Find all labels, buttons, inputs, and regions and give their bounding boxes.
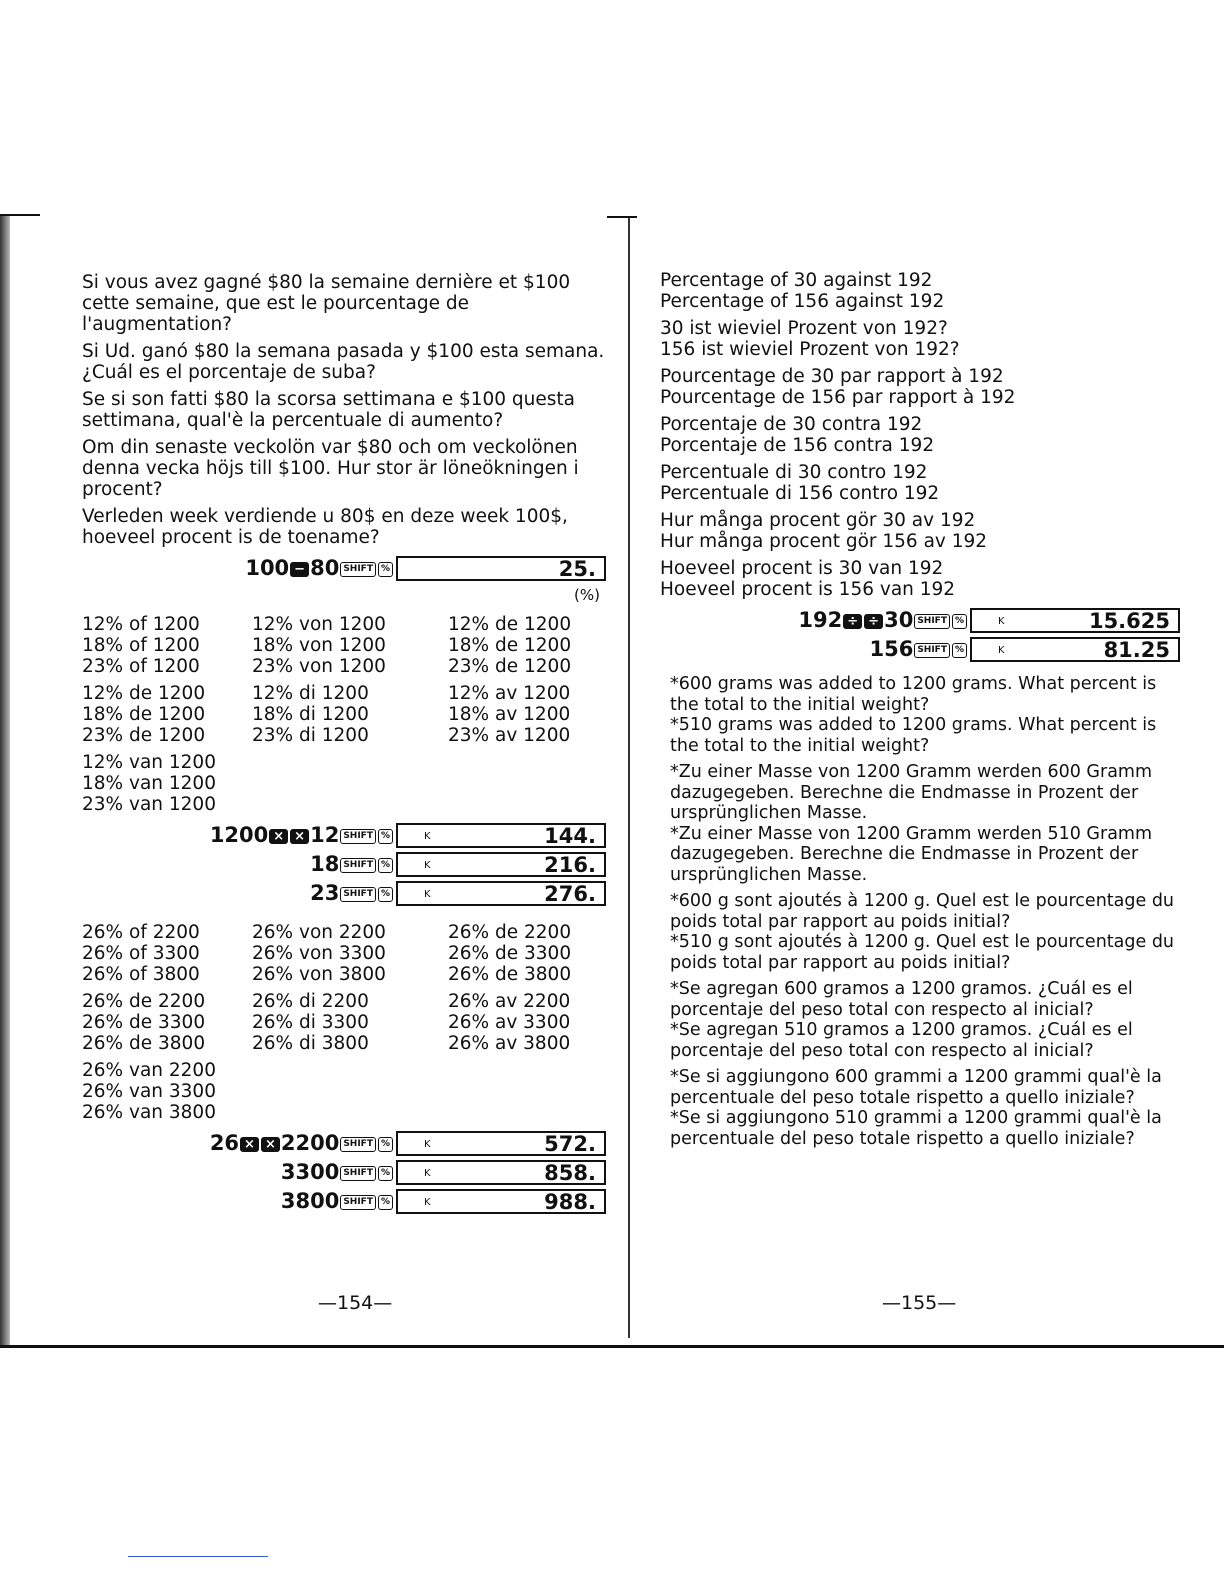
key-sequence — [82, 883, 396, 904]
shift-key-icon: SHIFT — [340, 1137, 376, 1152]
line: Percentage of 156 against 192 — [660, 291, 945, 312]
calc-row — [82, 1187, 610, 1216]
shift-key-icon: SHIFT — [340, 887, 376, 902]
question-pair-spanish — [660, 414, 1184, 456]
shift-key-icon: SHIFT — [340, 562, 376, 577]
number-b: 18 — [310, 852, 340, 876]
unit-label: (%) — [574, 586, 600, 604]
number-b: 3800 — [280, 1189, 340, 1213]
shift-key-icon: SHIFT — [914, 614, 950, 629]
calculator-display — [396, 881, 606, 906]
list-item: 23% av 1200 — [448, 725, 571, 746]
problem-spanish — [660, 979, 1184, 1061]
constant-indicator: K — [998, 645, 1005, 656]
list-item: 12% de 1200 — [82, 683, 206, 704]
shift-key-icon: SHIFT — [340, 858, 376, 873]
left-page — [82, 272, 610, 1216]
shift-key-icon: SHIFT — [340, 829, 376, 844]
calculator-display — [396, 1189, 606, 1214]
percent-key-icon: % — [378, 829, 393, 844]
list-item: 26% von 3300 — [252, 943, 386, 964]
percent-key-icon: % — [378, 1195, 393, 1210]
book-spine-shadow — [0, 216, 10, 1346]
question: *Se agregan 600 gramos a 1200 gramos. ¿Cuál es el porcentaje del peso total con respecto al inicial? — [670, 979, 1133, 1020]
percent-list-2c — [82, 1060, 610, 1123]
question-pair-italian — [660, 462, 1184, 504]
list-item: 26% van 3300 — [82, 1081, 216, 1102]
line: Percentuale di 156 contro 192 — [660, 483, 940, 504]
line: Percentuale di 30 contro 192 — [660, 462, 928, 483]
number-b: 2200 — [280, 1131, 340, 1155]
line: Hoeveel procent is 30 van 192 — [660, 558, 944, 579]
constant-indicator: K — [424, 860, 431, 871]
center-tick — [607, 216, 637, 218]
percent-key-icon: % — [378, 887, 393, 902]
list-item: 12% of 1200 — [82, 614, 200, 635]
times-key-icon: × — [290, 829, 309, 844]
line: Percentage of 30 against 192 — [660, 270, 933, 291]
line: Pourcentage de 30 par rapport à 192 — [660, 366, 1004, 387]
page-number-left: —154— — [318, 1292, 393, 1314]
line: 156 ist wieviel Prozent von 192? — [660, 339, 960, 360]
question: *Se agregan 510 gramos a 1200 gramos. ¿Cuál es el porcentaje del peso total con respecto al inicial? — [670, 1020, 1133, 1061]
display-result: 25. — [558, 557, 596, 581]
display-result: 81.25 — [1103, 638, 1170, 662]
divide-key-icon: ÷ — [843, 614, 862, 629]
percent-list-1b — [82, 683, 610, 746]
display-result: 276. — [544, 882, 596, 906]
divide-key-icon: ÷ — [864, 614, 883, 629]
number-b: 80 — [310, 556, 340, 580]
list-item: 26% van 3800 — [82, 1102, 216, 1123]
list-item: 18% van 1200 — [82, 773, 216, 794]
percent-key-icon: % — [952, 614, 967, 629]
calc-row — [82, 879, 610, 908]
line: Hur många procent gör 156 av 192 — [660, 531, 988, 552]
question: *Se si aggiungono 510 grammi a 1200 grammi qual'è la percentuale del peso totale rispetto a quello iniziale? — [670, 1108, 1162, 1149]
list-item: 26% de 3300 — [82, 1012, 206, 1033]
display-result: 988. — [544, 1190, 596, 1214]
list-item: 18% de 1200 — [448, 635, 572, 656]
constant-indicator: K — [424, 1197, 431, 1208]
list-item: 12% van 1200 — [82, 752, 216, 773]
list-item: 12% de 1200 — [448, 614, 572, 635]
calc-example-right — [660, 606, 1184, 664]
constant-indicator: K — [998, 616, 1005, 627]
display-result: 858. — [544, 1161, 596, 1185]
list-item: 23% de 1200 — [82, 725, 206, 746]
list-item: 26% av 2200 — [448, 991, 571, 1012]
times-key-icon: × — [240, 1137, 259, 1152]
constant-indicator: K — [424, 1168, 431, 1179]
list-item: 18% of 1200 — [82, 635, 200, 656]
page-gutter-line — [628, 218, 630, 1338]
list-item: 23% van 1200 — [82, 794, 216, 815]
question-pair-english — [660, 270, 1184, 312]
key-sequence — [82, 1191, 396, 1212]
problem-german — [660, 762, 1184, 885]
shift-key-icon: SHIFT — [340, 1195, 376, 1210]
percent-key-icon: % — [378, 562, 393, 577]
key-sequence — [82, 825, 396, 846]
page-number-right: —155— — [882, 1292, 957, 1314]
list-item: 12% av 1200 — [448, 683, 571, 704]
calc-row — [82, 1158, 610, 1187]
shift-key-icon: SHIFT — [340, 1166, 376, 1181]
calc-row — [82, 1129, 610, 1158]
number-b: 12 — [310, 823, 340, 847]
calc-example-1 — [82, 554, 610, 583]
calculator-display — [970, 637, 1180, 662]
question: *510 g sont ajoutés à 1200 g. Quel est le pourcentage du poids total par rapport au poids initial? — [670, 932, 1175, 973]
question-pair-dutch — [660, 558, 1184, 600]
list-item: 18% av 1200 — [448, 704, 571, 725]
problem-french — [660, 891, 1184, 973]
question-pair-swedish — [660, 510, 1184, 552]
list-item: 26% of 3300 — [82, 943, 200, 964]
list-item: 18% de 1200 — [82, 704, 206, 725]
line: Porcentaje de 156 contra 192 — [660, 435, 935, 456]
question: *600 grams was added to 1200 grams. What percent is the total to the initial weight? — [670, 674, 1157, 715]
question: *Zu einer Masse von 1200 Gramm werden 600 Gramm dazugegeben. Berechne die Endmasse in Prozent der ursprünglichen Masse. — [670, 762, 1153, 823]
paragraph-spanish: Si Ud. ganó $80 la semana pasada y $100 esta semana. ¿Cuál es el porcentaje de suba? — [82, 341, 605, 383]
line: 30 ist wieviel Prozent von 192? — [660, 318, 948, 339]
number-b: 30 — [884, 608, 914, 632]
key-sequence — [82, 1162, 396, 1183]
list-item: 23% of 1200 — [82, 656, 200, 677]
bottom-blue-line — [128, 1556, 268, 1557]
percent-list-2a — [82, 922, 610, 985]
list-item: 26% di 3800 — [252, 1033, 369, 1054]
calc-example-2 — [82, 821, 610, 908]
question-pair-french — [660, 366, 1184, 408]
list-item: 18% von 1200 — [252, 635, 386, 656]
percent-list-1c — [82, 752, 610, 815]
percent-key-icon: % — [952, 643, 967, 658]
list-item: 26% di 3300 — [252, 1012, 369, 1033]
list-item: 26% of 3800 — [82, 964, 200, 985]
key-sequence — [82, 558, 396, 579]
percent-list-1a — [82, 614, 610, 677]
calculator-display — [396, 823, 606, 848]
list-item: 12% di 1200 — [252, 683, 369, 704]
number-b: 3300 — [280, 1160, 340, 1184]
list-item: 26% van 2200 — [82, 1060, 216, 1081]
calc-row — [660, 606, 1184, 635]
line: Porcentaje de 30 contra 192 — [660, 414, 923, 435]
list-item: 26% av 3300 — [448, 1012, 571, 1033]
list-item: 26% von 2200 — [252, 922, 386, 943]
paragraph-dutch: Verleden week verdiende u 80$ en deze week 100$, hoeveel procent is de toename? — [82, 506, 568, 548]
bottom-rule — [0, 1345, 1224, 1348]
number-a: 1200 — [209, 823, 269, 847]
key-sequence — [82, 1133, 396, 1154]
display-result: 572. — [544, 1132, 596, 1156]
times-key-icon: × — [269, 829, 288, 844]
shift-key-icon: SHIFT — [914, 643, 950, 658]
calc-row — [82, 850, 610, 879]
percent-key-icon: % — [378, 1137, 393, 1152]
number-a: 100 — [245, 556, 290, 580]
paragraph-swedish: Om din senaste veckolön var $80 och om veckolönen denna vecka höjs till $100. Hur stor är löneökningen i procent? — [82, 437, 579, 500]
number-b: 156 — [869, 637, 914, 661]
list-item: 26% de 3800 — [448, 964, 572, 985]
percent-key-icon: % — [378, 858, 393, 873]
minus-key-icon: − — [290, 562, 309, 577]
constant-indicator: K — [424, 831, 431, 842]
key-sequence — [660, 610, 970, 631]
list-item: 23% von 1200 — [252, 656, 386, 677]
key-sequence — [660, 639, 970, 660]
display-result: 216. — [544, 853, 596, 877]
calculator-display — [396, 1131, 606, 1156]
line: Pourcentage de 156 par rapport à 192 — [660, 387, 1016, 408]
display-result: 15.625 — [1088, 609, 1170, 633]
list-item: 23% di 1200 — [252, 725, 369, 746]
list-item: 23% de 1200 — [448, 656, 572, 677]
list-item: 26% von 3800 — [252, 964, 386, 985]
question: *Se si aggiungono 600 grammi a 1200 grammi qual'è la percentuale del peso totale rispetto a quello iniziale? — [670, 1067, 1162, 1108]
calculator-display — [396, 1160, 606, 1185]
line: Hoeveel procent is 156 van 192 — [660, 579, 956, 600]
list-item: 26% de 3800 — [82, 1033, 206, 1054]
list-item: 26% av 3800 — [448, 1033, 571, 1054]
calc-example-3 — [82, 1129, 610, 1216]
calculator-display — [396, 556, 606, 581]
paragraph-italian: Se si son fatti $80 la scorsa settimana e $100 questa settimana, qual'è la percentuale di aumento? — [82, 389, 576, 431]
list-item: 26% de 2200 — [448, 922, 572, 943]
list-item: 26% di 2200 — [252, 991, 369, 1012]
list-item: 26% de 3300 — [448, 943, 572, 964]
key-sequence — [82, 854, 396, 875]
number-b: 23 — [310, 881, 340, 905]
left-corner-rule — [0, 214, 40, 216]
constant-indicator: K — [424, 889, 431, 900]
paragraph-french: Si vous avez gagné $80 la semaine dernière et $100 cette semaine, que est le pourcentage de l'augmentation? — [82, 272, 571, 335]
problem-english — [660, 674, 1184, 756]
calc-row — [82, 821, 610, 850]
list-item: 26% of 2200 — [82, 922, 200, 943]
question: *600 g sont ajoutés à 1200 g. Quel est le pourcentage du poids total par rapport au poids initial? — [670, 891, 1175, 932]
calculator-display — [396, 852, 606, 877]
question: *Zu einer Masse von 1200 Gramm werden 510 Gramm dazugegeben. Berechne die Endmasse in Prozent der ursprünglichen Masse. — [670, 823, 1153, 885]
list-item: 12% von 1200 — [252, 614, 386, 635]
list-item: 26% de 2200 — [82, 991, 206, 1012]
problem-italian — [660, 1067, 1184, 1149]
number-a: 26 — [209, 1131, 240, 1155]
times-key-icon: × — [261, 1137, 280, 1152]
word-problems — [660, 674, 1184, 1149]
constant-indicator: K — [424, 1139, 431, 1150]
percent-key-icon: % — [378, 1166, 393, 1181]
line: Hur många procent gör 30 av 192 — [660, 510, 976, 531]
right-page — [660, 270, 1184, 1149]
display-result: 144. — [544, 824, 596, 848]
list-item: 18% di 1200 — [252, 704, 369, 725]
question: *510 grams was added to 1200 grams. What percent is the total to the initial weight? — [670, 715, 1157, 756]
number-a: 192 — [798, 608, 843, 632]
calculator-display — [970, 608, 1180, 633]
question-pair-german — [660, 318, 1184, 360]
calc-row — [660, 635, 1184, 664]
percent-list-2b — [82, 991, 610, 1054]
